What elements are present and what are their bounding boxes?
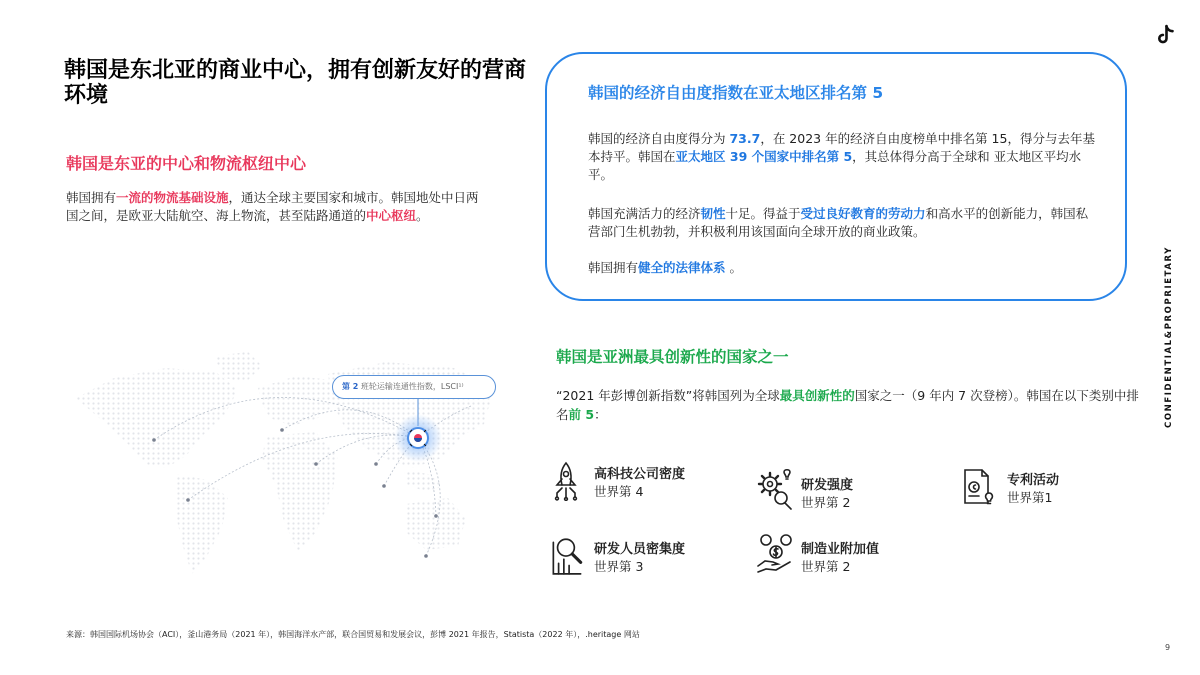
page-title: 韩国是东北亚的商业中心，拥有创新友好的营商环境 bbox=[64, 58, 527, 108]
ranking-value: 世界第 2 bbox=[801, 559, 851, 574]
ranking-rd-intensity bbox=[756, 472, 946, 516]
ranking-value: 世界第 3 bbox=[594, 559, 644, 574]
logistics-body: 韩国拥有一流的物流基础设施，通达全球主要国家和城市。韩国地处中日两国之间，是欧亚大陆航空、海上物流，甚至陆路通道的中心枢纽。 bbox=[66, 190, 479, 223]
economic-freedom-paragraph-2: 韩国充满活力的经济韧性十足。得益于受过良好教育的劳动力和高水平的创新能力，韩国私营部门生机勃勃，并积极利用该国面向全球开放的商业政策。 bbox=[588, 206, 1089, 239]
ranking-researcher-density bbox=[549, 536, 739, 580]
resilience-highlight: 韧性 bbox=[700, 206, 726, 221]
freedom-score: 73.7 bbox=[729, 131, 761, 146]
magnifier-chart-icon bbox=[549, 534, 585, 576]
economic-freedom-paragraph-3: 韩国拥有健全的法律体系 。 bbox=[588, 260, 743, 275]
most-innovative-highlight: 最具创新性的 bbox=[779, 388, 855, 403]
gears-bulb-icon bbox=[756, 468, 796, 512]
ranking-title: 高科技公司密度 bbox=[594, 467, 686, 482]
economic-freedom-heading: 韩国的经济自由度指数在亚太地区排名第 5 bbox=[588, 84, 884, 102]
apac-rank-highlight: 亚太地区 39 个国家中排名第 5 bbox=[675, 149, 853, 164]
ranking-manufacturing-value-added bbox=[756, 536, 946, 580]
source-note: 来源：韩国国际机场协会（ACI），釜山港务局（2021 年），韩国海洋水产部，联合国贸易和发展会议，彭博 2021 年报告，Statista（2022 年），.heritage 网站 bbox=[66, 630, 640, 639]
workforce-highlight: 受过良好教育的劳动力 bbox=[800, 206, 926, 221]
logistics-highlight: 一流的物流基础设施 bbox=[116, 190, 229, 205]
hub-highlight: 中心枢纽 bbox=[366, 208, 417, 223]
lsci-label: 班轮运输连通性指数，LSCI¹⁾ bbox=[358, 382, 464, 391]
ranking-value: 世界第1 bbox=[1007, 490, 1053, 505]
ranking-high-tech-density bbox=[549, 461, 739, 505]
ranking-title: 研发强度 bbox=[801, 478, 854, 493]
lsci-rank: 第 2 bbox=[342, 382, 359, 391]
ranking-title: 专利活动 bbox=[1007, 473, 1060, 488]
ranking-patent-activity bbox=[962, 467, 1142, 511]
logistics-heading: 韩国是东亚的中心和物流枢纽中心 bbox=[66, 154, 307, 173]
innovation-body: “2021 年彭博创新指数”将韩国列为全球最具创新性的国家之一（9 年内 7 次登榜）。韩国在以下类别中排名前 5： bbox=[556, 388, 1139, 422]
tiktok-logo-icon bbox=[1156, 24, 1176, 46]
patent-document-icon bbox=[962, 467, 996, 507]
legal-system-highlight: 健全的法律体系 bbox=[638, 260, 726, 275]
lsci-callout bbox=[332, 375, 496, 399]
ranking-title: 制造业附加值 bbox=[801, 542, 880, 557]
ranking-title: 研发人员密集度 bbox=[594, 542, 686, 557]
page-number: 9 bbox=[1165, 643, 1171, 652]
hand-coins-icon bbox=[756, 532, 794, 574]
confidential-label: CONFIDENTIAL&PROPRIETARY bbox=[1164, 246, 1174, 428]
top5-highlight: 前 5 bbox=[568, 407, 595, 422]
economic-freedom-paragraph-1: 韩国的经济自由度得分为 73.7，在 2023 年的经济自由度榜单中排名第 15，得分与去年基本持平。韩国在亚太地区 39 个国家中排名第 5，其总体得分高于全球和 亚太地区平均水平。 bbox=[588, 131, 1095, 182]
ranking-value: 世界第 2 bbox=[801, 495, 851, 510]
rocket-icon bbox=[549, 461, 583, 501]
innovation-heading: 韩国是亚洲最具创新性的国家之一 bbox=[556, 348, 789, 366]
ranking-value: 世界第 4 bbox=[594, 484, 644, 499]
